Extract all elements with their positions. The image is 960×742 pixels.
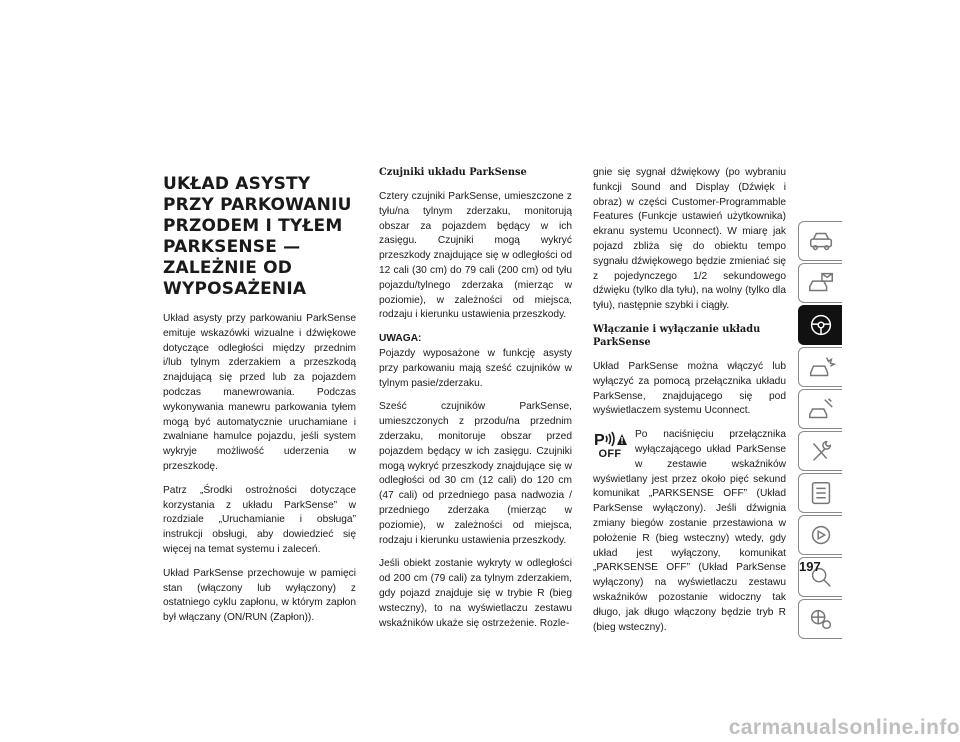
toggle-paragraph-1: Układ ParkSense można włączyć lub wyłączyć za pomocą przełącznika układu ParkSense, znajdującego się pod wyświetlaczem systemu Uconnect. — [593, 360, 786, 417]
column-3 — [593, 166, 786, 644]
car-dashboard-icon — [806, 226, 836, 256]
car-crash-icon — [806, 352, 836, 382]
chapter-tab-bar — [798, 221, 842, 641]
page-number: 197 — [799, 559, 821, 574]
toggle-heading: Włączanie i wyłączanie układu ParkSense — [593, 323, 761, 348]
note-text: Pojazdy wyposażone w funkcję asysty przy parkowaniu mają sześć czujników w tylnym pasie/zderzaku. — [379, 347, 572, 389]
chapter-tab-4[interactable] — [798, 347, 842, 387]
sensors-paragraph-3-continued: gnie się sygnał dźwiękowy (po wybraniu funkcji Sound and Display (Dźwięk i obraz) w części Customer-Programmable Features (Funkcje ustawień użytkownika) ekranu systemu Uconnect). W miarę jak pojazd zbliża się do obiektu tempo sygnału dźwiękowego będzie zmieniać się z pojedynczego 1/2 sekundowego dźwięku (tylko dla tyłu), na wolny (tylko dla tyłu), następnie szybki i ciągły. — [593, 167, 786, 312]
intro-paragraph-2: Patrz „Środki ostrożności dotyczące korzystania z układu ParkSense” w rozdziale „Uruchamianie i obsługa” instrukcji obsługi, aby dowiedzieć się więcej na temat systemu i zaleceń. — [163, 484, 356, 555]
chapter-tab-7[interactable] — [798, 473, 842, 513]
note-title: UWAGA: — [379, 333, 422, 345]
chapter-tab-1[interactable] — [798, 221, 842, 261]
parksense-off-label: OFF — [598, 448, 622, 461]
section-title: UKŁAD ASYSTY PRZY PARKOWANIU PRZODEM I TYŁEM PARKSENSE — ZALEŻNIE OD WYPOSAŻENIA — [163, 174, 352, 299]
column-2 — [379, 166, 572, 640]
chapter-tab-10[interactable] — [798, 599, 842, 639]
car-envelope-icon — [806, 268, 836, 298]
chapter-tab-2[interactable] — [798, 263, 842, 303]
svg-text:P: P — [594, 432, 605, 449]
car-wrench-icon — [806, 394, 836, 424]
toggle-paragraph-2: Po naciśnięciu przełącznika wyłączającego układ ParkSense w zestawie wskaźników wyświetlany jest przez około pięć sekund komunikat „PARKSENSE OFF” (Układ ParkSense wyłączony). Jeśli dźwignia zmiany biegów zostanie przestawiona w położenie R (bieg wsteczny) wtedy, gdy układ jest wyłączony, komunikat „PARKSENSE OFF” (Układ ParkSense wyłączony) na wyświetlaczu zestawu wskaźników pozostanie widoczny tak długo, jak długo włączony będzie tryb R (bieg wsteczny). — [593, 429, 786, 633]
toggle-paragraph-2-block — [593, 428, 786, 635]
parksense-sensor-icon — [593, 430, 627, 448]
parksense-off-icon — [593, 430, 627, 462]
sensors-heading: Czujniki układu ParkSense — [379, 167, 527, 178]
chapter-tab-6[interactable] — [798, 431, 842, 471]
chapter-tab-5[interactable] — [798, 389, 842, 429]
tools-icon — [806, 436, 836, 466]
chapter-tab-8[interactable] — [798, 515, 842, 555]
checklist-icon — [806, 478, 836, 508]
note — [379, 332, 572, 391]
multimedia-icon — [806, 520, 836, 550]
language-settings-icon — [806, 604, 836, 634]
sensors-paragraph-3-start: Jeśli obiekt zostanie wykryty w odległości od 200 cm (79 cali) za tylnym zderzakiem, gdy pojazd znajduje się w trybie R (bieg wsteczny), to na wyświetlaczu zestawu wskaźników ukaże się ostrzeżenie. Rozle- — [379, 558, 572, 629]
intro-paragraph-1: Układ asysty przy parkowaniu ParkSense emituje wskazówki wizualne i dźwiękowe dotyczące odległości między przednim i/lub tylnym zderzakiem a przeszkodą znajdującą się przed lub za pojazdem podczas manewrowania. Podczas wykonywania manewru parkowania tyłem mogą być automatycznie uruchamiane i zwalniane hamulce pojazdu, jeśli system wykryje możliwość uderzenia w przeszkodę. — [163, 313, 356, 472]
steering-wheel-icon — [806, 310, 836, 340]
watermark: carmanualsonline.info — [728, 716, 960, 739]
intro-paragraph-3: Układ ParkSense przechowuje w pamięci stan (włączony lub wyłączony) z ostatniego cyklu zapłonu, w którym zapłon był włączany (ON/RUN (Zapłon)). — [163, 567, 356, 624]
chapter-tab-3[interactable] — [798, 305, 842, 345]
sensors-paragraph-2: Sześć czujników ParkSense, umieszczonych z przodu/na przednim zderzaku, monitoruje obszar przed pojazdem będący w ich zasięgu. Czujniki mogą wykryć przeszkody znajdujące się w odległości od 30 cm (12 cali) do 120 cm (47 cali) od przedniego pasa nadwozia / przedniego zderzaka (mierząc w poziomie), w zależności od miejsca, rodzaju i kierunku ustawienia przeszkody. — [379, 401, 572, 546]
column-1 — [163, 166, 356, 635]
sensors-paragraph-1: Cztery czujniki ParkSense, umieszczone z tyłu/na tylnym zderzaku, monitorują obszar za pojazdem będący w ich zasięgu. Czujniki mogą wykryć przeszkody znajdujące się w odległości od 12 cali (30 cm) do 79 cali (200 cm) od tyłu pojazdu/tylnego zderzaka (mierząc w poziomie), w zależności od miejsca, rodzaju i kierunku ustawienia przeszkody. — [379, 191, 572, 321]
